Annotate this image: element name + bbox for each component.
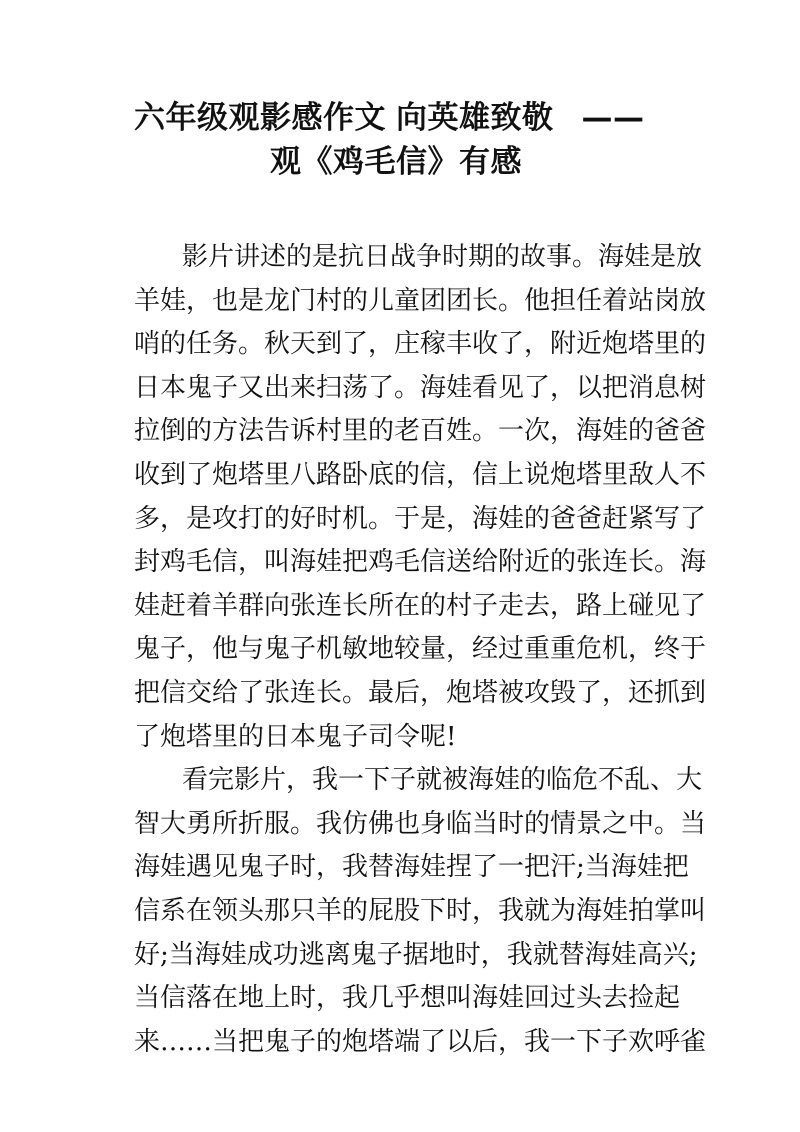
paragraph-line: 收到了炮塔里八路卧底的信，信上说炮塔里敌人不 [134,459,707,490]
paragraph-line: 当信落在地上时，我几乎想叫海娃回过头去捡起 [134,983,681,1014]
paragraph-line: 智大勇所折服。我仿佛也身临当时的情景之中。当 [134,808,707,839]
paragraph-line: 信系在领头那只羊的屁股下时，我就为海娃拍掌叫 [134,895,707,926]
title-line-1 [134,96,674,140]
paragraph-line: 看完影片，我一下子就被海娃的临危不乱、大 [182,765,703,796]
paragraph-line: 封鸡毛信，叫海娃把鸡毛信送给附近的张连长。海 [134,547,707,578]
paragraph-line: 拉倒的方法告诉村里的老百姓。一次，海娃的爸爸 [134,416,707,447]
title-theme: 向英雄致敬 [396,100,554,136]
paragraph-line: 娃赶着羊群向张连长所在的村子走去，路上碰见了 [134,590,707,621]
paragraph-line: 海娃遇见鬼子时，我替海娃捏了一把汗;当海娃把 [134,852,689,883]
paragraph-line: 来……当把鬼子的炮塔端了以后，我一下子欢呼雀 [134,1026,707,1057]
title-subtitle: 观《鸡毛信》有感 [270,144,522,180]
paragraph-2 [134,759,707,1064]
paragraph-line: 羊娃，也是龙门村的儿童团团长。他担任着站岗放 [134,285,707,316]
paragraph-line: 哨的任务。秋天到了，庄稼丰收了，附近炮塔里的 [134,329,707,360]
paragraph-line: 日本鬼子又出来扫荡了。海娃看见了，以把消息树 [134,372,707,403]
paragraph-line: 鬼子，他与鬼子机敏地较量，经过重重危机，终于 [134,634,707,665]
document-body [134,236,707,1064]
title-dash: —— [581,100,645,136]
paragraph-line: 好;当海娃成功逃离鬼子据地时，我就替海娃高兴; [134,939,698,970]
paragraph-line: 把信交给了张连长。最后，炮塔被攻毁了，还抓到 [134,677,707,708]
document-title [134,96,674,184]
paragraph-line: 了炮塔里的日本鬼子司令呢! [134,721,457,752]
paragraph-line: 多，是攻打的好时机。于是，海娃的爸爸赶紧写了 [134,503,707,534]
title-main: 六年级观影感作文 [134,100,386,136]
paragraph-1 [134,236,707,759]
paragraph-line: 影片讲述的是抗日战争时期的故事。海娃是放 [182,242,703,272]
